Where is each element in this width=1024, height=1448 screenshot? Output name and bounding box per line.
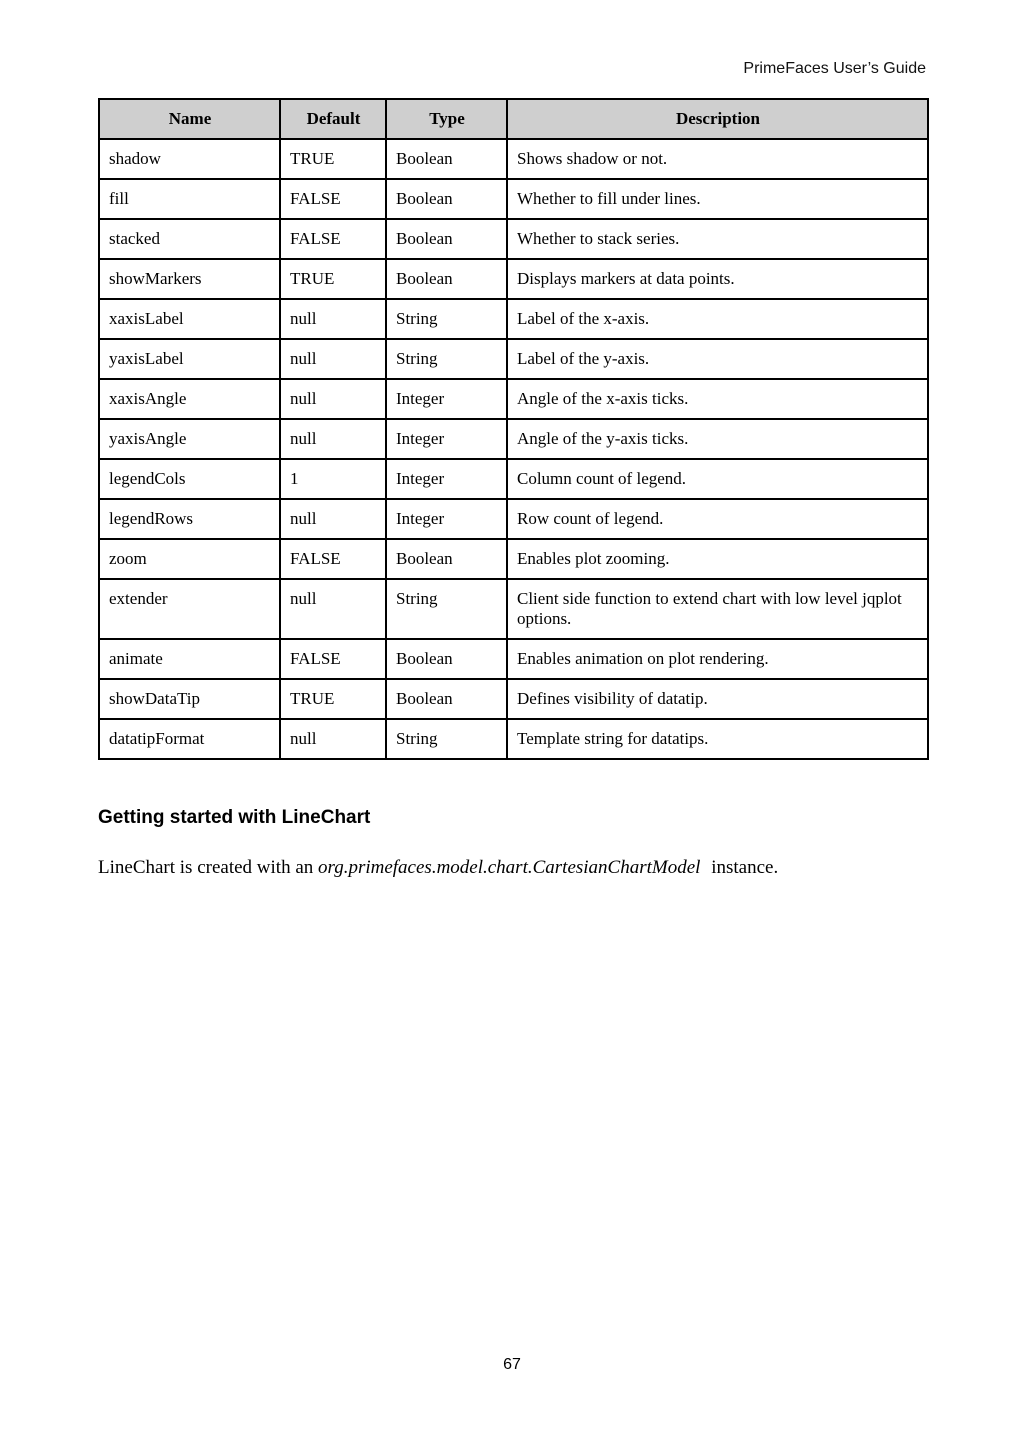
cell-type: String bbox=[386, 719, 507, 759]
table-row bbox=[99, 219, 928, 259]
cell-name: datatipFormat bbox=[99, 719, 280, 759]
cell-type: Boolean bbox=[386, 259, 507, 299]
cell-type: Integer bbox=[386, 419, 507, 459]
cell-name: zoom bbox=[99, 539, 280, 579]
column-header-name: Name bbox=[99, 99, 280, 139]
cell-type: Integer bbox=[386, 499, 507, 539]
cell-name: extender bbox=[99, 579, 280, 639]
cell-type: Boolean bbox=[386, 679, 507, 719]
cell-type: String bbox=[386, 339, 507, 379]
cell-name: showDataTip bbox=[99, 679, 280, 719]
cell-default: TRUE bbox=[280, 679, 386, 719]
cell-type: Boolean bbox=[386, 639, 507, 679]
cell-type: Integer bbox=[386, 379, 507, 419]
cell-default: null bbox=[280, 419, 386, 459]
cell-default: 1 bbox=[280, 459, 386, 499]
cell-description: Whether to fill under lines. bbox=[507, 179, 928, 219]
cell-type: Integer bbox=[386, 459, 507, 499]
column-header-type: Type bbox=[386, 99, 507, 139]
intro-paragraph bbox=[98, 857, 778, 879]
table-row bbox=[99, 379, 928, 419]
cell-name: legendCols bbox=[99, 459, 280, 499]
cell-description: Row count of legend. bbox=[507, 499, 928, 539]
cell-default: TRUE bbox=[280, 139, 386, 179]
cell-default: FALSE bbox=[280, 219, 386, 259]
page-number: 67 bbox=[503, 1356, 521, 1373]
class-name-reference: org.primefaces.model.chart.CartesianChartModel bbox=[318, 857, 701, 878]
cell-description: Angle of the x-axis ticks. bbox=[507, 379, 928, 419]
cell-default: null bbox=[280, 379, 386, 419]
table-row bbox=[99, 179, 928, 219]
table-row bbox=[99, 299, 928, 339]
cell-description: Enables plot zooming. bbox=[507, 539, 928, 579]
cell-name: yaxisLabel bbox=[99, 339, 280, 379]
table-row bbox=[99, 459, 928, 499]
cell-type: Boolean bbox=[386, 539, 507, 579]
table-header-row bbox=[99, 99, 928, 139]
cell-default: null bbox=[280, 299, 386, 339]
cell-description: Angle of the y-axis ticks. bbox=[507, 419, 928, 459]
cell-description: Defines visibility of datatip. bbox=[507, 679, 928, 719]
cell-description: Column count of legend. bbox=[507, 459, 928, 499]
cell-default: FALSE bbox=[280, 639, 386, 679]
cell-type: Boolean bbox=[386, 179, 507, 219]
table-row bbox=[99, 339, 928, 379]
cell-type: Boolean bbox=[386, 139, 507, 179]
table-row bbox=[99, 259, 928, 299]
cell-description: Shows shadow or not. bbox=[507, 139, 928, 179]
cell-name: fill bbox=[99, 179, 280, 219]
cell-description: Label of the y-axis. bbox=[507, 339, 928, 379]
running-header: PrimeFaces User’s Guide bbox=[743, 60, 926, 77]
cell-default: FALSE bbox=[280, 539, 386, 579]
cell-description: Client side function to extend chart with low level jqplot options. bbox=[507, 579, 928, 639]
cell-description: Displays markers at data points. bbox=[507, 259, 928, 299]
cell-description: Template string for datatips. bbox=[507, 719, 928, 759]
cell-default: FALSE bbox=[280, 179, 386, 219]
cell-default: null bbox=[280, 339, 386, 379]
cell-type: Boolean bbox=[386, 219, 507, 259]
table-row bbox=[99, 139, 928, 179]
table-row bbox=[99, 719, 928, 759]
column-header-description: Description bbox=[507, 99, 928, 139]
section-heading: Getting started with LineChart bbox=[98, 807, 371, 828]
cell-description: Label of the x-axis. bbox=[507, 299, 928, 339]
cell-name: animate bbox=[99, 639, 280, 679]
cell-description: Whether to stack series. bbox=[507, 219, 928, 259]
attributes-table bbox=[98, 98, 929, 760]
intro-text-after: instance. bbox=[706, 857, 779, 878]
cell-type: String bbox=[386, 579, 507, 639]
cell-type: String bbox=[386, 299, 507, 339]
cell-default: TRUE bbox=[280, 259, 386, 299]
cell-name: xaxisLabel bbox=[99, 299, 280, 339]
cell-name: yaxisAngle bbox=[99, 419, 280, 459]
cell-name: showMarkers bbox=[99, 259, 280, 299]
cell-default: null bbox=[280, 719, 386, 759]
table-row bbox=[99, 499, 928, 539]
cell-name: legendRows bbox=[99, 499, 280, 539]
cell-name: shadow bbox=[99, 139, 280, 179]
cell-default: null bbox=[280, 579, 386, 639]
table-row bbox=[99, 639, 928, 679]
cell-default: null bbox=[280, 499, 386, 539]
table-row bbox=[99, 419, 928, 459]
cell-description: Enables animation on plot rendering. bbox=[507, 639, 928, 679]
table-row bbox=[99, 679, 928, 719]
cell-name: xaxisAngle bbox=[99, 379, 280, 419]
cell-name: stacked bbox=[99, 219, 280, 259]
column-header-default: Default bbox=[280, 99, 386, 139]
table-row bbox=[99, 579, 928, 639]
intro-text-before: LineChart is created with an bbox=[98, 857, 319, 878]
table-row bbox=[99, 539, 928, 579]
